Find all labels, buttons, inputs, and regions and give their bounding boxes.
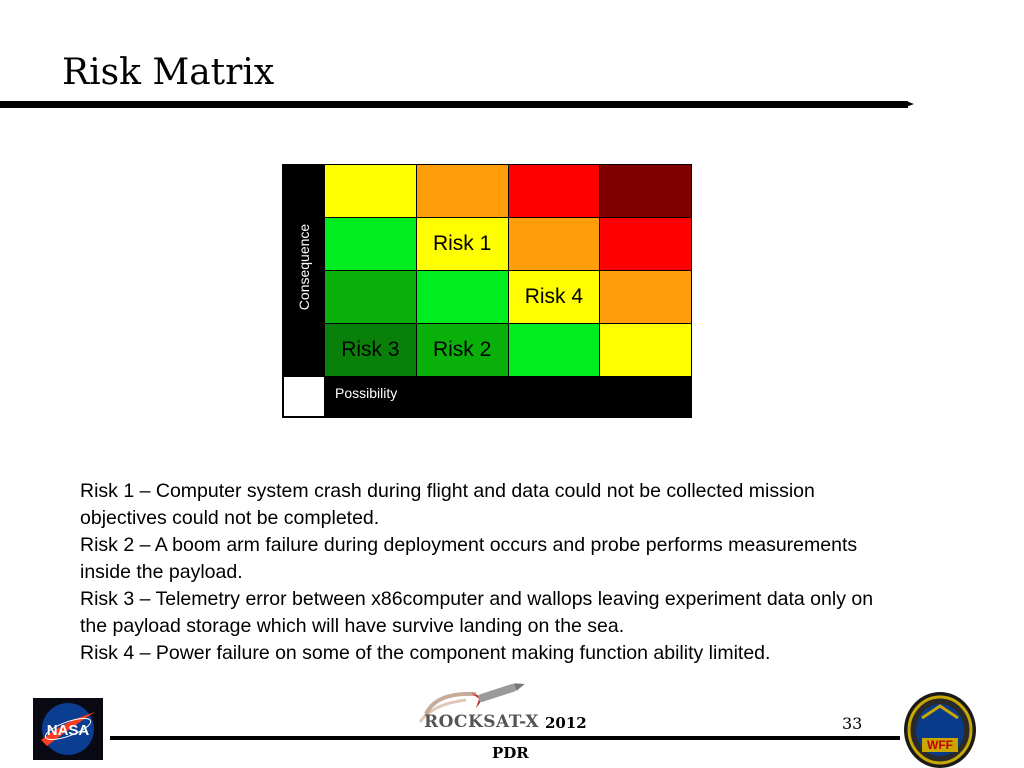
title-divider [0, 101, 908, 108]
footer-divider [110, 736, 900, 740]
matrix-cell: Risk 4 [509, 271, 600, 323]
risk-description: Risk 1 – Computer system crash during flight and data could not be collected mission objectives could not be completed. [80, 480, 815, 529]
y-axis-label: Consequence [296, 223, 312, 311]
matrix-cell [600, 271, 691, 323]
y-axis [283, 165, 325, 376]
matrix-cell [325, 271, 416, 323]
matrix-cell [509, 218, 600, 270]
matrix-cell [417, 165, 508, 217]
matrix-cell [509, 324, 600, 376]
nasa-logo [33, 698, 103, 760]
matrix-cell [600, 165, 691, 217]
brand-year: 2012 [545, 714, 587, 732]
pdr-label: PDR [492, 744, 529, 762]
slide-title: Risk Matrix [62, 52, 275, 93]
matrix-cell: Risk 1 [417, 218, 508, 270]
risk-descriptions [80, 478, 900, 667]
page-number: 33 [842, 714, 863, 733]
svg-text:WFF: WFF [927, 738, 953, 752]
matrix-cell [600, 218, 691, 270]
risk-matrix [282, 164, 692, 418]
risk-matrix-grid [325, 165, 691, 376]
matrix-cell [600, 324, 691, 376]
matrix-cell [325, 218, 416, 270]
matrix-cell: Risk 2 [417, 324, 508, 376]
title-divider-tip [906, 101, 914, 107]
matrix-cell [325, 165, 416, 217]
rocksat-brand: ROCKSAT-X [424, 712, 540, 732]
risk-description: Risk 4 – Power failure on some of the component making function ability limited. [80, 642, 771, 664]
wff-logo [900, 688, 980, 768]
x-axis-label: Possibility [335, 385, 398, 401]
matrix-cell [417, 271, 508, 323]
risk-description: Risk 3 – Telemetry error between x86computer and wallops leaving experiment data only on the payload storage which will have survive landing on the sea. [80, 588, 874, 637]
matrix-cell: Risk 3 [325, 324, 416, 376]
svg-text:NASA: NASA [46, 722, 90, 739]
risk-description: Risk 2 – A boom arm failure during deployment occurs and probe performs measurements inside the payload. [80, 534, 858, 583]
matrix-cell [509, 165, 600, 217]
matrix-corner [284, 377, 324, 416]
